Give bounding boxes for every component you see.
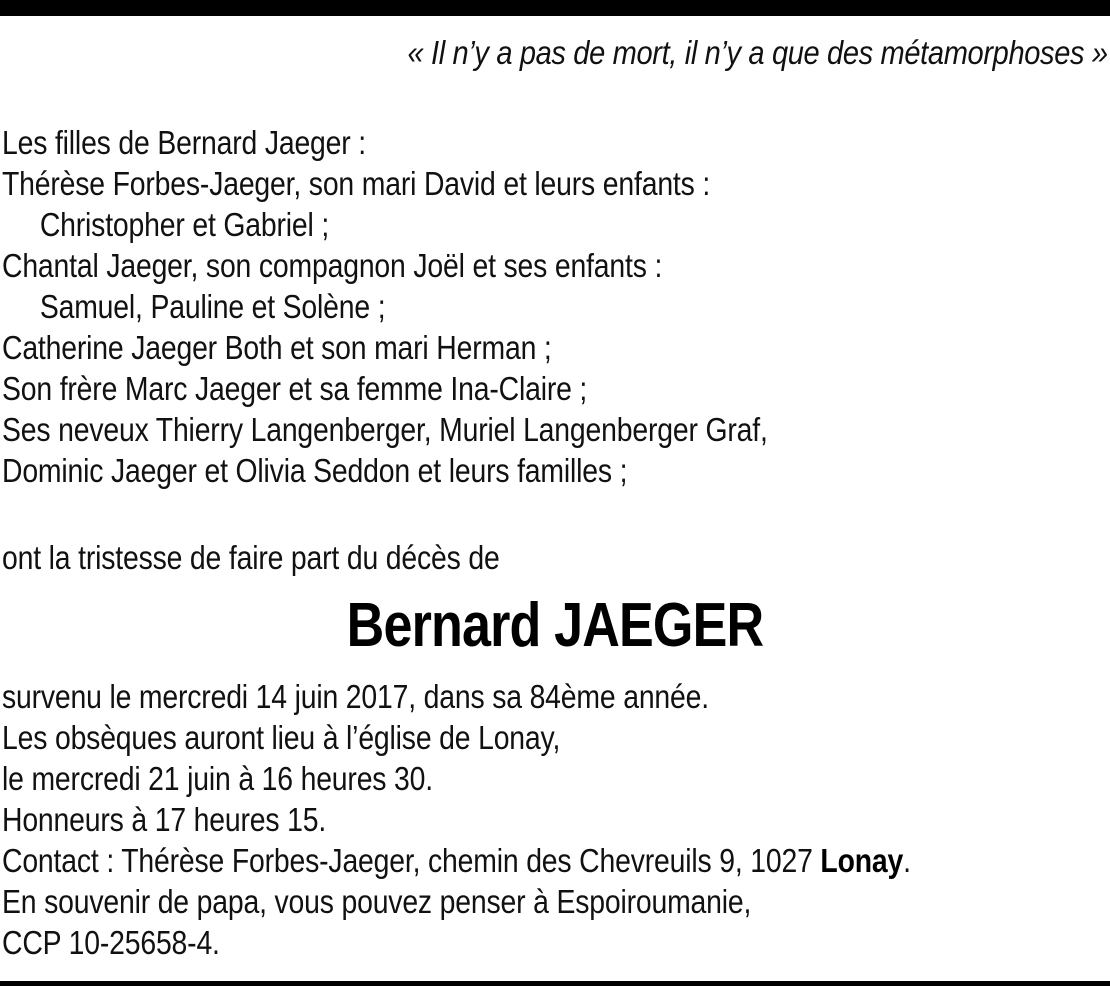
top-rule — [0, 0, 1110, 16]
funeral-location-line: Les obsèques auront lieu à l’église de Lonay, — [2, 719, 561, 756]
family-line: Dominic Jaeger et Olivia Seddon et leurs familles ; — [2, 452, 628, 489]
announcement-line: ont la tristesse de faire part du décès de — [2, 539, 500, 576]
family-line: Chantal Jaeger, son compagnon Joël et ses enfants : — [2, 247, 663, 284]
family-line: Thérèse Forbes-Jaeger, son mari David et leurs enfants : — [2, 165, 711, 202]
donation-line: En souvenir de papa, vous pouvez penser à Espoiroumanie, — [2, 883, 752, 920]
family-line: Son frère Marc Jaeger et sa femme Ina-Claire ; — [2, 370, 588, 407]
contact-place: Lonay — [820, 842, 904, 879]
ccp-line: CCP 10-25658-4. — [2, 924, 220, 961]
deceased-name — [0, 590, 1110, 661]
honours-line: Honneurs à 17 heures 15. — [2, 801, 327, 838]
funeral-details — [2, 676, 911, 963]
family-line: Ses neveux Thierry Langenberger, Muriel Langenberger Graf, — [2, 411, 768, 448]
bottom-rule — [0, 981, 1110, 986]
family-line: Samuel, Pauline et Solène ; — [39, 288, 386, 325]
date-line: survenu le mercredi 14 juin 2017, dans sa 84ème année. — [2, 678, 709, 715]
funeral-time-line: le mercredi 21 juin à 16 heures 30. — [2, 760, 433, 797]
announcement-text — [2, 537, 500, 578]
family-line: Catherine Jaeger Both et son mari Herman ; — [2, 329, 552, 366]
contact-line — [2, 840, 911, 881]
contact-suffix: . — [903, 842, 911, 879]
family-line: Les filles de Bernard Jaeger : — [2, 124, 366, 161]
contact-prefix: Contact : Thérèse Forbes-Jaeger, chemin des Chevreuils 9, 1027 — [2, 842, 821, 879]
deceased-name-text: Bernard JAEGER — [346, 591, 764, 660]
epigraph-quote: « Il n’y a pas de mort, il n’y a que des métamorphoses » — [407, 34, 1108, 71]
family-line: Christopher et Gabriel ; — [39, 206, 330, 243]
family-list — [2, 122, 768, 491]
